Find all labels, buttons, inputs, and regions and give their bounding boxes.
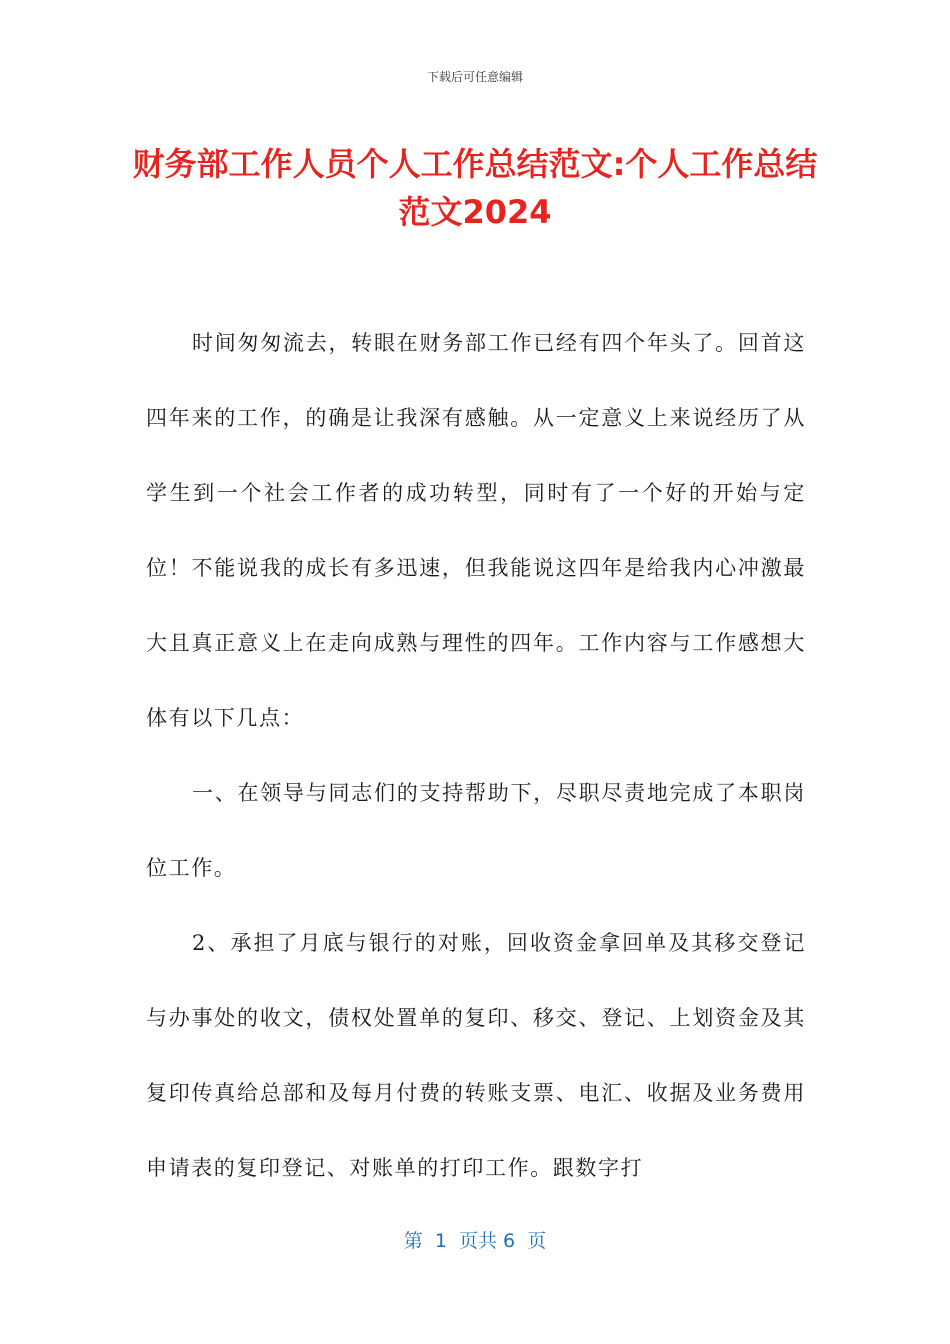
paragraph-point-one: 一、在领导与同志们的支持帮助下，尽职尽责地完成了本职岗位工作。 — [146, 781, 806, 880]
page-number: 第 1 页共 6 页 — [403, 1230, 547, 1252]
header-note: 下载后可任意编辑 — [426, 70, 523, 84]
document-title: 财务部工作人员个人工作总结范文:个人工作总结范文2024 — [132, 145, 818, 231]
paragraph-intro: 时间匆匆流去，转眼在财务部工作已经有四个年头了。回首这四年来的工作，的确是让我深有感触。从一定意义上来说经历了从学生到一个社会工作者的成功转型，同时有了一个好的开始与定位！不能说我的成长有多迅速，但我能说这四年是给我内心冲激最大且真正意义上在走向成熟与理性的四年。工作内容与工作感想大体有以下几点： — [146, 331, 806, 730]
paragraph-point-two: 2、承担了月底与银行的对账，回收资金拿回单及其移交登记与办事处的收文，债权处置单的复印、移交、登记、上划资金及其复印传真给总部和及每月付费的转账支票、电汇、收据及业务费用申请表的复印登记、对账单的打印工作。跟数字打 — [146, 931, 806, 1180]
document-body — [146, 306, 806, 1206]
